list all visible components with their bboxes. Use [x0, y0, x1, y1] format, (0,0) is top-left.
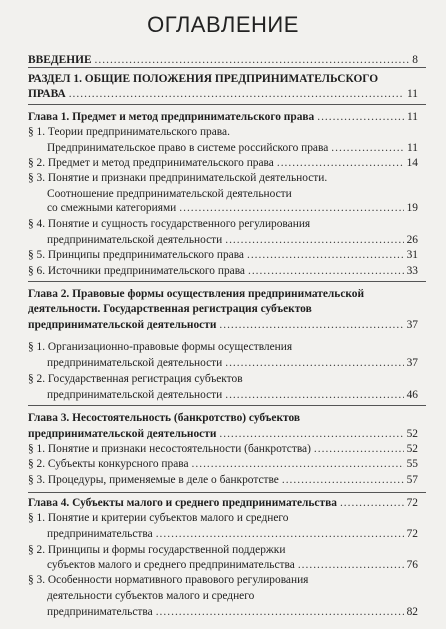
toc-entry-title: предпринимательства — [47, 606, 153, 618]
toc-entry-title: § 2. Принципы и формы государственной поддержки — [28, 544, 286, 556]
toc-page-number: 37 — [406, 357, 418, 369]
toc-entry — [28, 124, 418, 141]
toc-entry — [28, 410, 418, 427]
toc-page-number: 14 — [406, 157, 418, 169]
toc-page-number: 55 — [406, 458, 418, 470]
toc-entry-title: § 3. Особенности нормативного правового регулирования — [28, 574, 309, 586]
toc-entry-title: § 4. Понятие и сущность государственного регулирования — [28, 218, 311, 230]
toc-page-number: 46 — [406, 389, 418, 401]
toc-entry-title: предпринимательской деятельности — [28, 428, 217, 440]
toc-page-number: 11 — [407, 88, 418, 100]
toc-entry-title: Глава 4. Субъекты малого и среднего предпринимательства — [28, 497, 337, 509]
toc-entry-title: Глава 2. Правовые формы осуществления предпринимательской — [28, 288, 365, 300]
toc-entry — [28, 86, 418, 103]
dot-leader — [179, 200, 403, 217]
toc-entry — [28, 510, 418, 527]
toc-page-number: 76 — [406, 559, 418, 571]
toc-entry-title: § 1. Теории предпринимательского права. — [28, 126, 230, 138]
toc-page-number: 31 — [406, 249, 418, 261]
toc-entry-title: § 1. Организационно-правовые формы осуществления — [28, 341, 293, 353]
toc-page-number: 19 — [406, 202, 418, 214]
toc-entry-title: § 1. Понятие и критерии субъектов малого и среднего — [28, 512, 289, 524]
dot-leader — [282, 472, 404, 489]
dot-leader — [156, 604, 404, 621]
toc-entry — [28, 456, 418, 473]
toc-entry-title: со смежными категориями — [47, 202, 177, 214]
toc-entry-title: РАЗДЕЛ 1. ОБЩИЕ ПОЛОЖЕНИЯ ПРЕДПРИНИМАТЕЛЬСКОГО — [28, 73, 379, 85]
toc-entry — [47, 604, 418, 621]
toc-entry-title: § 2. Субъекты конкурсного права — [28, 458, 189, 470]
toc-entry — [28, 263, 418, 280]
toc-page-number: 52 — [406, 428, 418, 440]
toc-page-number: 11 — [407, 111, 418, 123]
toc-entry — [47, 588, 418, 605]
toc-entry-title: Предпринимательское право в системе российского права — [47, 142, 329, 154]
toc-entry-title: Глава 3. Несостоятельность (банкротство) субъектов — [28, 412, 301, 424]
toc-entry-title: предпринимательской деятельности — [47, 357, 223, 369]
toc-entry-title: предпринимательской деятельности — [47, 389, 223, 401]
section-divider — [28, 281, 426, 282]
toc-entry — [28, 52, 418, 69]
dot-leader — [69, 86, 404, 103]
toc-entry — [28, 216, 418, 233]
toc-entry-title: § 3. Процедуры, применяемые в деле о банкротстве — [28, 474, 279, 486]
toc-entry — [47, 200, 418, 217]
toc-entry-title: предпринимательской деятельности — [28, 319, 217, 331]
dot-leader — [156, 526, 404, 543]
toc-entry — [28, 317, 418, 334]
toc-entry-title: § 1. Понятие и признаки несостоятельности (банкротства) — [28, 443, 311, 455]
toc-page-number: 8 — [412, 54, 418, 66]
dot-leader — [247, 247, 404, 264]
dot-leader — [192, 456, 404, 473]
toc-page-number: 72 — [406, 497, 418, 509]
toc-entry — [28, 572, 418, 589]
toc-entry-title: § 6. Источники предпринимательского права — [28, 265, 245, 277]
toc-entry-title: ВВЕДЕНИЕ — [28, 54, 92, 66]
toc-entry-title: ПРАВА — [28, 88, 66, 100]
toc-entry-title: деятельности субъектов малого и среднего — [47, 590, 255, 602]
toc-entry-title: § 2. Предмет и метод предпринимательского права — [28, 157, 274, 169]
dot-leader — [225, 387, 403, 404]
toc-entry-title: субъектов малого и среднего предпринимательства — [47, 559, 295, 571]
toc-page-number: 33 — [406, 265, 418, 277]
toc-entry-title: Соотношение предпринимательской деятельности — [47, 188, 292, 200]
toc-entry — [28, 339, 418, 356]
dot-leader — [95, 52, 410, 69]
toc-entry-title: § 3. Понятие и признаки предпринимательской деятельности. — [28, 172, 328, 184]
toc-page-number: 37 — [406, 319, 418, 331]
toc-page-number: 82 — [406, 606, 418, 618]
toc-entry — [28, 247, 418, 264]
page-title: ОГЛАВЛЕНИЕ — [147, 12, 299, 37]
toc-entry-title: § 5. Принципы предпринимательского права — [28, 249, 244, 261]
toc-page-number: 72 — [406, 528, 418, 540]
dot-leader — [219, 317, 403, 334]
section-divider — [28, 104, 426, 105]
toc-entry-title: деятельности. Государственная регистрация субъектов — [28, 303, 312, 315]
toc-entry — [28, 472, 418, 489]
toc-entry — [47, 387, 418, 404]
section-divider — [28, 492, 426, 493]
toc-entry-title: предпринимательства — [47, 528, 153, 540]
toc-entry-title: § 2. Государственная регистрация субъектов — [28, 373, 243, 385]
toc-page-number: 52 — [406, 443, 418, 455]
toc-entry — [28, 301, 418, 318]
toc-entry-title: предпринимательской деятельности — [47, 234, 223, 246]
toc-entry — [47, 355, 418, 372]
dot-leader — [248, 263, 404, 280]
toc-entry — [47, 526, 418, 543]
section-divider — [28, 405, 426, 406]
toc-entry-title: Глава 1. Предмет и метод предпринимательского права — [28, 111, 315, 123]
toc-page-number: 26 — [406, 234, 418, 246]
toc-entry — [28, 170, 418, 187]
toc-entry — [28, 371, 418, 388]
toc-page-number: 57 — [406, 474, 418, 486]
toc-page-number: 11 — [407, 142, 418, 154]
dot-leader — [225, 355, 403, 372]
